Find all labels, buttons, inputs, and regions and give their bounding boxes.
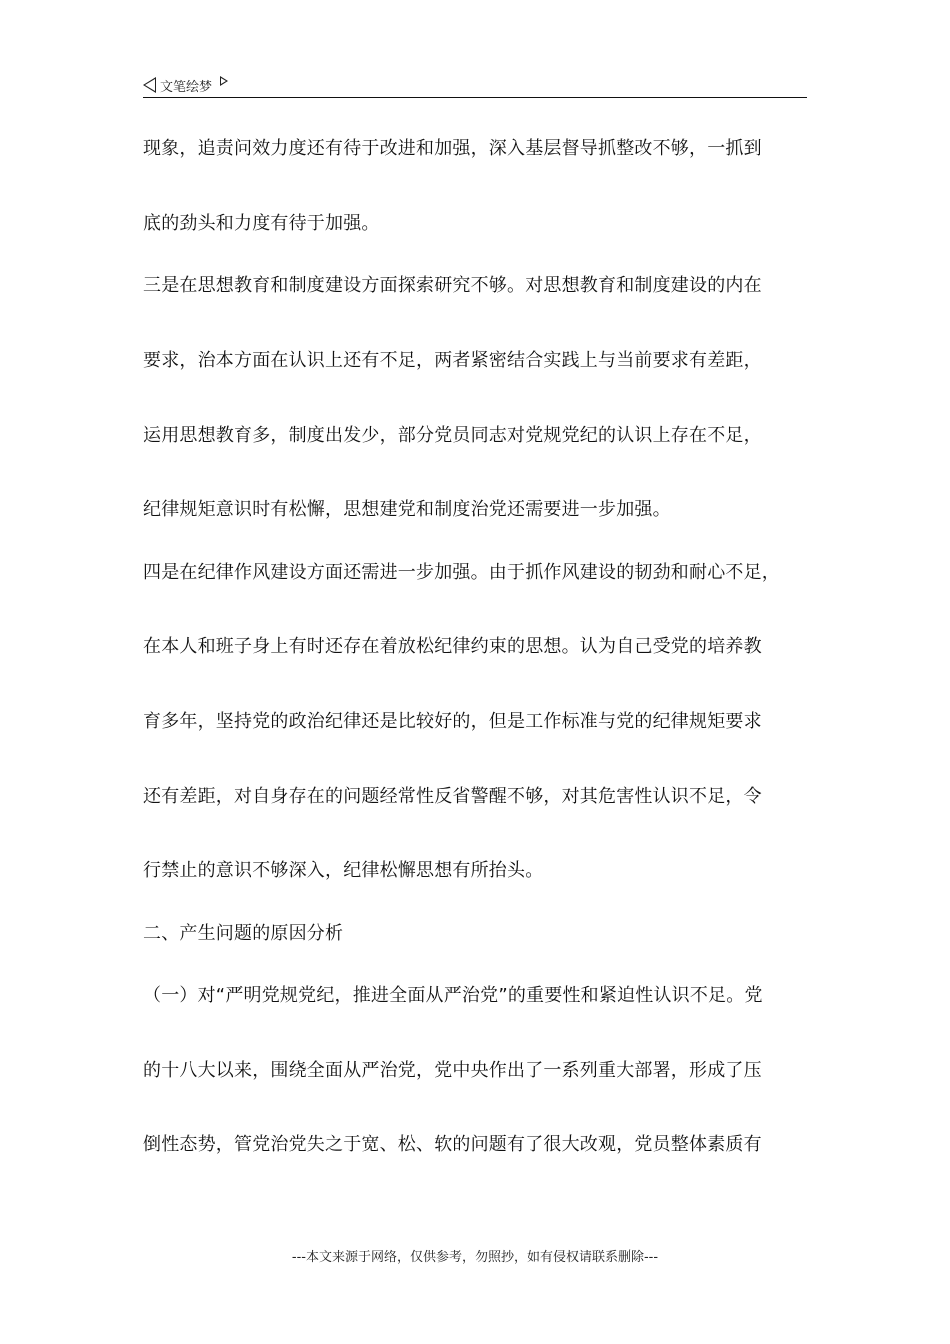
header-divider: [143, 97, 807, 98]
page-header: [143, 74, 228, 96]
body-line: 运用思想教育多，制度出发少，部分党员同志对党规党纪的认识上存在不足，: [143, 425, 762, 446]
header-title: 文笔绘梦: [160, 79, 213, 95]
triangle-right-icon: [220, 76, 228, 86]
body-line: 的十八大以来，围绕全面从严治党，党中央作出了一系列重大部署，形成了压: [143, 1060, 762, 1081]
body-line: 现象，追责问效力度还有待于改进和加强，深入基层督导抓整改不够，一抓到: [143, 138, 762, 159]
body-line: 还有差距，对自身存在的问题经常性反省警醒不够，对其危害性认识不足，令: [143, 786, 762, 807]
body-line: 行禁止的意识不够深入，纪律松懈思想有所抬头。: [143, 860, 544, 881]
body-line: 在本人和班子身上有时还存在着放松纪律约束的思想。认为自己受党的培养教: [143, 636, 762, 657]
body-line: 四是在纪律作风建设方面还需进一步加强。由于抓作风建设的韧劲和耐心不足，: [143, 562, 780, 583]
section-heading: 二、产生问题的原因分析: [143, 923, 344, 944]
body-line: 倒性态势，管党治党失之于宽、松、软的问题有了很大改观，党员整体素质有: [143, 1134, 762, 1155]
body-line: 三是在思想教育和制度建设方面探索研究不够。对思想教育和制度建设的内在: [143, 275, 762, 296]
body-line: （一）对“严明党规党纪，推进全面从严治党”的重要性和紧迫性认识不足。党: [143, 985, 763, 1006]
triangle-left-icon: [143, 77, 156, 93]
body-line: 纪律规矩意识时有松懈，思想建党和制度治党还需要进一步加强。: [143, 499, 671, 520]
body-line: 要求，治本方面在认识上还有不足，两者紧密结合实践上与当前要求有差距，: [143, 350, 762, 371]
body-line: 底的劲头和力度有待于加强。: [143, 213, 380, 234]
body-line: 育多年，坚持党的政治纪律还是比较好的，但是工作标准与党的纪律规矩要求: [143, 711, 762, 732]
page-footer: ---本文来源于网络，仅供参考，勿照抄，如有侵权请联系删除---: [291, 1250, 659, 1265]
